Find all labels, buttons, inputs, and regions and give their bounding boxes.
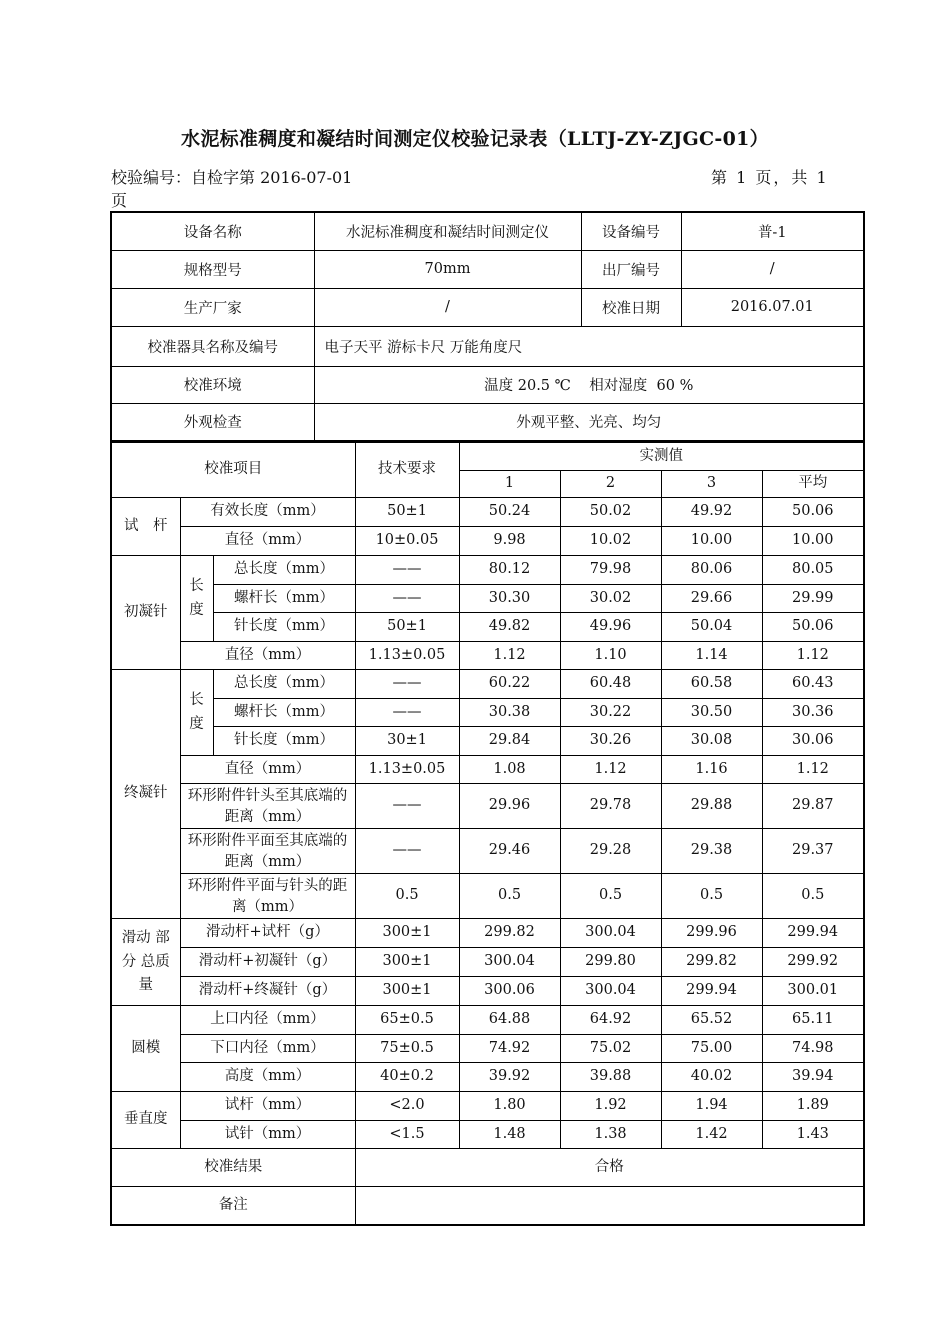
instruments-value: 电子天平 游标卡尺 万能角度尺 xyxy=(314,326,864,366)
item-avg: 60.43 xyxy=(762,670,864,699)
table-row xyxy=(111,699,864,727)
measured-header: 实测值 xyxy=(459,443,864,471)
item-v1: 29.96 xyxy=(459,784,560,829)
calibration-table xyxy=(110,442,865,1226)
result-value: 合格 xyxy=(355,1149,864,1187)
item-avg: 29.37 xyxy=(762,829,864,874)
item-v1: 74.92 xyxy=(459,1035,560,1063)
page-info: 第 1 页，共 1 xyxy=(711,168,829,187)
appearance-label: 外观检查 xyxy=(111,403,314,441)
verticality-group-label: 垂直度 xyxy=(111,1092,180,1149)
item-v2: 299.80 xyxy=(560,948,661,977)
item-v3: 75.00 xyxy=(661,1035,762,1063)
item-v1: 300.06 xyxy=(459,977,560,1006)
remark-value xyxy=(355,1187,864,1225)
maker-label: 生产厂家 xyxy=(111,288,314,326)
device-no-label: 设备编号 xyxy=(581,212,681,250)
item-req: 30±1 xyxy=(355,727,459,756)
item-v2: 75.02 xyxy=(560,1035,661,1063)
item-v3: 29.88 xyxy=(661,784,762,829)
item-avg: 30.36 xyxy=(762,699,864,727)
col-3-header: 3 xyxy=(661,471,762,498)
item-v3: 299.96 xyxy=(661,919,762,948)
mold-group-label: 圆模 xyxy=(111,1006,180,1092)
item-avg: 10.00 xyxy=(762,527,864,556)
item-name: 环形附件平面至其底端的距离（mm） xyxy=(180,829,355,874)
table-row xyxy=(111,756,864,784)
item-v1: 29.46 xyxy=(459,829,560,874)
model-value: 70mm xyxy=(314,250,581,288)
factory-no-value: / xyxy=(681,250,864,288)
table-row xyxy=(111,977,864,1006)
page-title: 水泥标准稠度和凝结时间测定仪校验记录表（LLTJ-ZY-ZJGC-01） xyxy=(181,128,769,150)
item-v3: 1.16 xyxy=(661,756,762,784)
maker-value: / xyxy=(314,288,581,326)
item-v2: 30.02 xyxy=(560,585,661,613)
result-label: 校准结果 xyxy=(111,1149,355,1187)
item-v1: 1.48 xyxy=(459,1121,560,1149)
table-row xyxy=(111,1063,864,1092)
item-v2: 10.02 xyxy=(560,527,661,556)
col-2-header: 2 xyxy=(560,471,661,498)
table-row xyxy=(111,642,864,670)
requirement-header: 技术要求 xyxy=(355,443,459,498)
item-v1: 9.98 xyxy=(459,527,560,556)
item-v3: 30.08 xyxy=(661,727,762,756)
item-avg: 30.06 xyxy=(762,727,864,756)
item-avg: 50.06 xyxy=(762,498,864,527)
table-row xyxy=(111,670,864,699)
final-needle-group-label: 终凝针 xyxy=(111,670,180,919)
env-value: 温度 20.5 ℃ 相对湿度 60 % xyxy=(314,366,864,403)
item-req: 300±1 xyxy=(355,948,459,977)
table-row xyxy=(111,556,864,585)
item-v2: 29.28 xyxy=(560,829,661,874)
item-v2: 60.48 xyxy=(560,670,661,699)
item-name: 滑动杆+终凝针（g） xyxy=(180,977,355,1006)
item-name: 试针（mm） xyxy=(180,1121,355,1149)
item-avg: 1.12 xyxy=(762,642,864,670)
item-avg: 1.12 xyxy=(762,756,864,784)
item-name: 直径（mm） xyxy=(180,527,355,556)
item-name: 有效长度（mm） xyxy=(180,498,355,527)
item-v2: 1.12 xyxy=(560,756,661,784)
record-number: 校验编号：自检字第 2016-07-01 xyxy=(111,168,353,187)
item-name: 环形附件平面与针头的距离（mm） xyxy=(180,874,355,919)
item-name: 直径（mm） xyxy=(180,642,355,670)
item-v1: 1.80 xyxy=(459,1092,560,1121)
remark-label: 备注 xyxy=(111,1187,355,1225)
item-name: 总长度（mm） xyxy=(213,556,355,585)
item-name: 上口内径（mm） xyxy=(180,1006,355,1035)
rod-group-label: 试 杆 xyxy=(111,498,180,556)
item-avg: 299.92 xyxy=(762,948,864,977)
model-label: 规格型号 xyxy=(111,250,314,288)
item-v2: 39.88 xyxy=(560,1063,661,1092)
item-v1: 64.88 xyxy=(459,1006,560,1035)
item-name: 环形附件针头至其底端的距离（mm） xyxy=(180,784,355,829)
table-row xyxy=(111,874,864,919)
item-v3: 29.38 xyxy=(661,829,762,874)
item-req: 1.13±0.05 xyxy=(355,756,459,784)
item-req: 50±1 xyxy=(355,498,459,527)
initial-needle-group-label: 初凝针 xyxy=(111,556,180,670)
table-row xyxy=(111,727,864,756)
item-name: 螺杆长（mm） xyxy=(213,585,355,613)
item-v2: 0.5 xyxy=(560,874,661,919)
item-name: 滑动杆+初凝针（g） xyxy=(180,948,355,977)
item-avg: 65.11 xyxy=(762,1006,864,1035)
length-subgroup-label: 长 度 xyxy=(180,556,213,642)
page-info-wrap: 页 xyxy=(111,191,128,210)
item-req: —— xyxy=(355,556,459,585)
table-row xyxy=(111,1121,864,1149)
length-subgroup-label: 长 度 xyxy=(180,670,213,756)
item-v2: 30.26 xyxy=(560,727,661,756)
factory-no-label: 出厂编号 xyxy=(581,250,681,288)
device-name-value: 水泥标准稠度和凝结时间测定仪 xyxy=(314,212,581,250)
item-v3: 40.02 xyxy=(661,1063,762,1092)
item-v1: 300.04 xyxy=(459,948,560,977)
item-avg: 80.05 xyxy=(762,556,864,585)
item-v1: 30.38 xyxy=(459,699,560,727)
table-row xyxy=(111,784,864,829)
item-v3: 1.42 xyxy=(661,1121,762,1149)
cal-date-label: 校准日期 xyxy=(581,288,681,326)
item-name: 高度（mm） xyxy=(180,1063,355,1092)
item-v1: 39.92 xyxy=(459,1063,560,1092)
item-avg: 1.89 xyxy=(762,1092,864,1121)
table-row xyxy=(111,585,864,613)
item-avg: 1.43 xyxy=(762,1121,864,1149)
item-v3: 0.5 xyxy=(661,874,762,919)
item-v1: 49.82 xyxy=(459,613,560,642)
item-v2: 1.38 xyxy=(560,1121,661,1149)
item-v1: 80.12 xyxy=(459,556,560,585)
item-v3: 299.82 xyxy=(661,948,762,977)
item-name: 针长度（mm） xyxy=(213,727,355,756)
table-row xyxy=(111,527,864,556)
item-header: 校准项目 xyxy=(111,443,355,498)
table-row xyxy=(111,829,864,874)
item-req: 10±0.05 xyxy=(355,527,459,556)
col-1-header: 1 xyxy=(459,471,560,498)
item-avg: 74.98 xyxy=(762,1035,864,1063)
sliding-mass-group-label: 滑动 部分 总质量 xyxy=(111,919,180,1006)
item-req: —— xyxy=(355,829,459,874)
item-v2: 300.04 xyxy=(560,919,661,948)
item-v3: 80.06 xyxy=(661,556,762,585)
item-v2: 50.02 xyxy=(560,498,661,527)
item-req: <1.5 xyxy=(355,1121,459,1149)
device-name-label: 设备名称 xyxy=(111,212,314,250)
item-v3: 29.66 xyxy=(661,585,762,613)
item-avg: 50.06 xyxy=(762,613,864,642)
item-name: 试杆（mm） xyxy=(180,1092,355,1121)
item-req: 40±0.2 xyxy=(355,1063,459,1092)
item-v3: 60.58 xyxy=(661,670,762,699)
item-v3: 49.92 xyxy=(661,498,762,527)
item-v1: 299.82 xyxy=(459,919,560,948)
item-v1: 29.84 xyxy=(459,727,560,756)
item-name: 螺杆长（mm） xyxy=(213,699,355,727)
item-v2: 49.96 xyxy=(560,613,661,642)
item-req: —— xyxy=(355,585,459,613)
table-row xyxy=(111,948,864,977)
instruments-label: 校准器具名称及编号 xyxy=(111,326,314,366)
item-v3: 1.14 xyxy=(661,642,762,670)
item-avg: 0.5 xyxy=(762,874,864,919)
item-avg: 29.99 xyxy=(762,585,864,613)
item-req: 75±0.5 xyxy=(355,1035,459,1063)
item-req: 300±1 xyxy=(355,919,459,948)
item-v2: 1.92 xyxy=(560,1092,661,1121)
item-req: 50±1 xyxy=(355,613,459,642)
env-label: 校准环境 xyxy=(111,366,314,403)
item-req: 65±0.5 xyxy=(355,1006,459,1035)
item-name: 滑动杆+试杆（g） xyxy=(180,919,355,948)
appearance-value: 外观平整、光亮、均匀 xyxy=(314,403,864,441)
item-v2: 79.98 xyxy=(560,556,661,585)
item-req: 0.5 xyxy=(355,874,459,919)
device-no-value: 普-1 xyxy=(681,212,864,250)
item-v2: 30.22 xyxy=(560,699,661,727)
table-row xyxy=(111,1006,864,1035)
item-v3: 10.00 xyxy=(661,527,762,556)
item-v1: 30.30 xyxy=(459,585,560,613)
cal-date-value: 2016.07.01 xyxy=(681,288,864,326)
table-row xyxy=(111,498,864,527)
item-avg: 29.87 xyxy=(762,784,864,829)
item-avg: 300.01 xyxy=(762,977,864,1006)
item-req: 300±1 xyxy=(355,977,459,1006)
item-name: 针长度（mm） xyxy=(213,613,355,642)
table-row xyxy=(111,613,864,642)
item-avg: 299.94 xyxy=(762,919,864,948)
item-v3: 299.94 xyxy=(661,977,762,1006)
equipment-info-table xyxy=(110,211,865,442)
item-v3: 50.04 xyxy=(661,613,762,642)
table-row xyxy=(111,919,864,948)
col-avg-header: 平均 xyxy=(762,471,864,498)
item-v3: 65.52 xyxy=(661,1006,762,1035)
item-req: 1.13±0.05 xyxy=(355,642,459,670)
item-v3: 30.50 xyxy=(661,699,762,727)
item-v1: 50.24 xyxy=(459,498,560,527)
item-v1: 0.5 xyxy=(459,874,560,919)
item-avg: 39.94 xyxy=(762,1063,864,1092)
item-v2: 1.10 xyxy=(560,642,661,670)
item-v2: 29.78 xyxy=(560,784,661,829)
item-v2: 300.04 xyxy=(560,977,661,1006)
item-v1: 1.12 xyxy=(459,642,560,670)
table-row xyxy=(111,1092,864,1121)
item-name: 直径（mm） xyxy=(180,756,355,784)
item-v3: 1.94 xyxy=(661,1092,762,1121)
item-req: <2.0 xyxy=(355,1092,459,1121)
item-name: 下口内径（mm） xyxy=(180,1035,355,1063)
item-req: —— xyxy=(355,670,459,699)
table-row xyxy=(111,1035,864,1063)
item-v1: 1.08 xyxy=(459,756,560,784)
item-v2: 64.92 xyxy=(560,1006,661,1035)
item-req: —— xyxy=(355,699,459,727)
item-name: 总长度（mm） xyxy=(213,670,355,699)
item-req: —— xyxy=(355,784,459,829)
item-v1: 60.22 xyxy=(459,670,560,699)
